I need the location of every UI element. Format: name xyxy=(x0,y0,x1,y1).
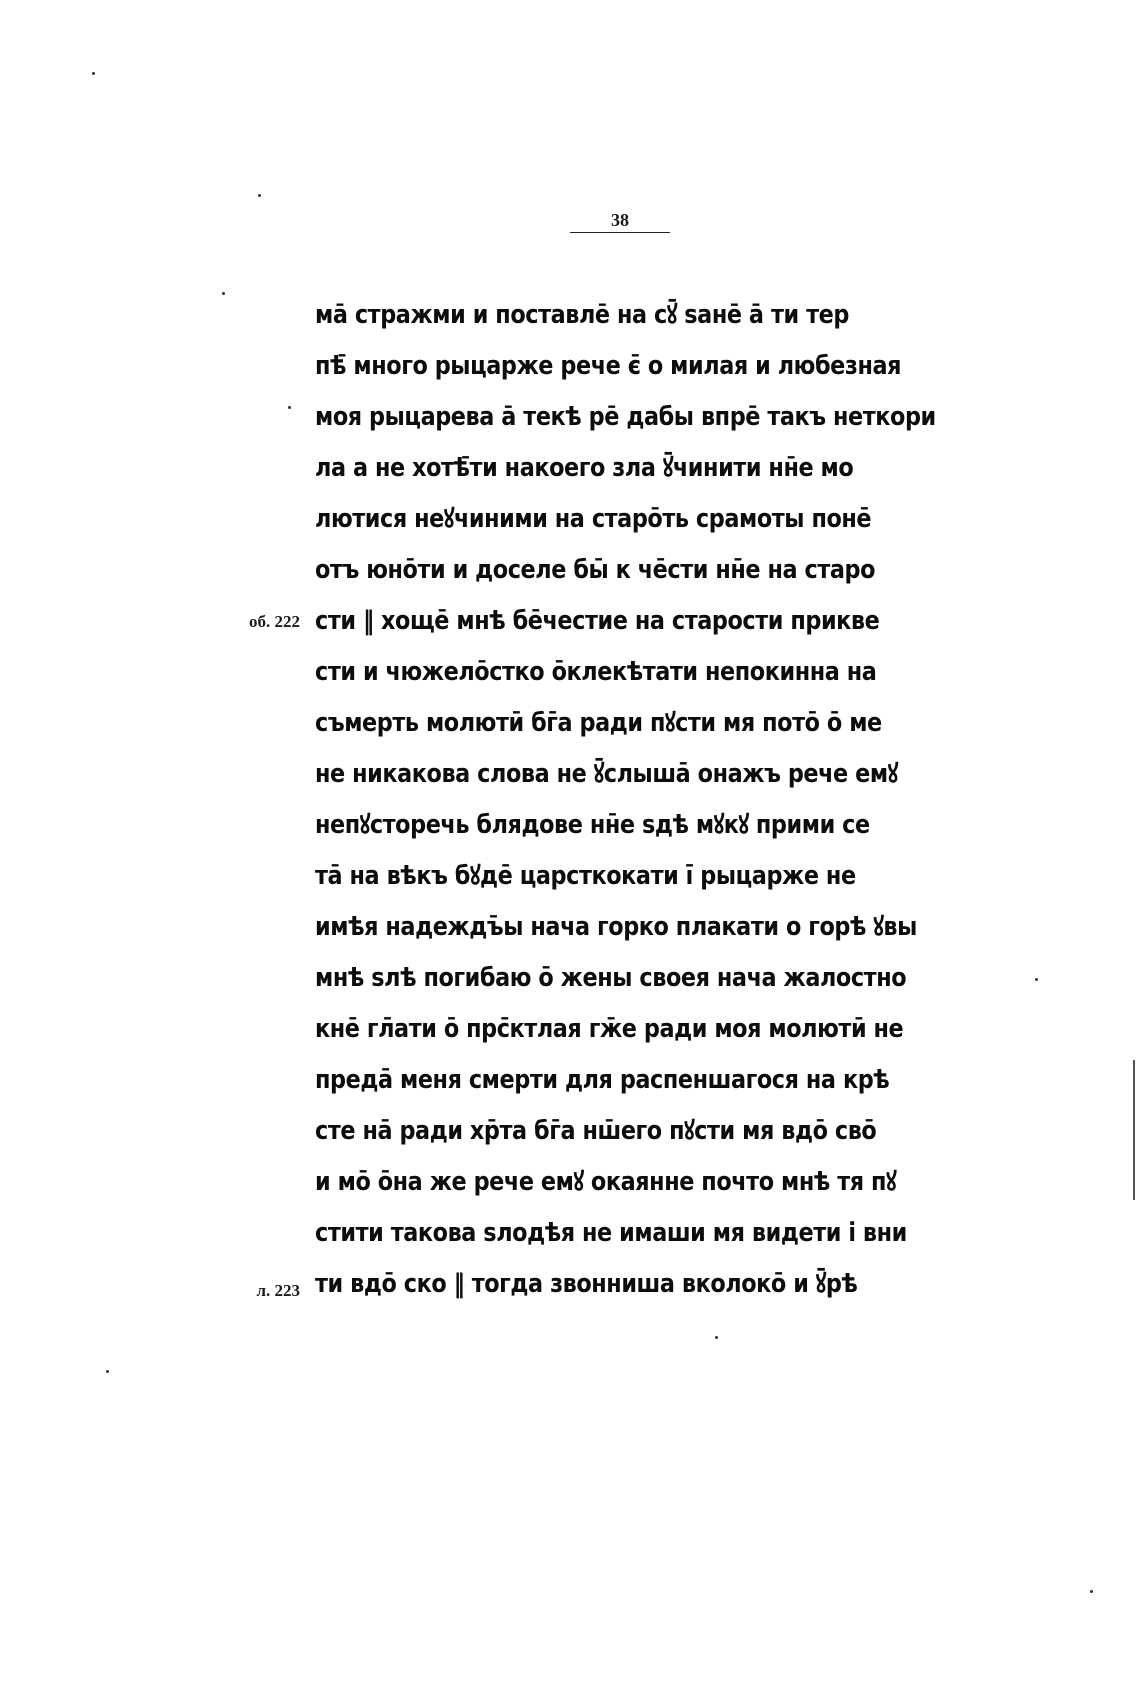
text-line: сте на̄ ради хр̄та бг̄а нш̄его пꙋсти мя вдо̄ сво̄ xyxy=(315,1116,877,1146)
text-line: та̄ на вѣкъ бꙋде̄ царсткокати і̄ рыцарже не xyxy=(315,861,856,891)
text-line: мā стражми и поставлē на сꙋ̄ sанē ā ти тер xyxy=(315,300,849,330)
text-line: стити такова sлодѣя не имаши мя видети і вни xyxy=(315,1218,907,1248)
text-line: ти вдо̄ ско ‖ тогда звонниша вколоко̄ и ꙋ̄рѣ xyxy=(315,1269,858,1299)
scan-speck xyxy=(1035,978,1038,981)
text-line: не никакова слова не ꙋ̄слыша̄ онажъ рече емꙋ xyxy=(315,759,898,789)
text-line: отъ юно̄ти и доселе бы̄ к че̄сти нн̄е на старо xyxy=(315,555,876,585)
scan-speck xyxy=(288,406,291,409)
text-line: моя рыцарева ā текѣ рē дабы впрē такъ неткори xyxy=(315,402,936,432)
page-number: 38 xyxy=(611,210,629,230)
text-line: съмерть молютӣ бг̄а ради пꙋсти мя пото̄ о̄ ме xyxy=(315,708,882,738)
scan-speck xyxy=(106,1370,109,1373)
text-line: пѣ̄ много рыцарже рече є̄ о милая и любезная xyxy=(315,351,902,381)
scan-speck xyxy=(1090,1590,1093,1593)
margin-folio-note: об. 222 xyxy=(249,612,300,631)
scan-speck xyxy=(222,292,225,295)
text-block xyxy=(315,290,935,1310)
margin-folio-note: л. 223 xyxy=(256,1281,300,1300)
scan-speck xyxy=(715,1336,718,1339)
text-line: ла а не хотѣ̄ти накоего зла ꙋ̄чинити нн̄е мо xyxy=(315,453,854,483)
text-line: сти и чюжело̄стко о̄клекѣтати непокинна на xyxy=(315,657,877,687)
text-line: непꙋсторечь блядове нн̄е sдѣ мꙋкꙋ прими се xyxy=(315,810,870,840)
text-line: преда̄ меня смерти для распеншагося на крѣ xyxy=(315,1065,890,1095)
text-line: лютися неꙋчиними на старо̄ть срамоты поне̄ xyxy=(315,504,872,534)
scan-speck xyxy=(258,194,261,197)
text-line: имѣя надеждъ̄ы нача горко плакати о горѣ ꙋвы xyxy=(315,912,917,942)
text-line: и мо̄ о̄на же рече емꙋ окаянне почто мнѣ тя пꙋ xyxy=(315,1167,897,1197)
scan-edge-mark xyxy=(1133,1060,1135,1200)
text-line: мнѣ sлѣ погибаю о̄ жены своея нача жалостно xyxy=(315,963,907,993)
text-line: сти ‖ хоще̄ мнѣ бе̄честие на старости прикве xyxy=(315,606,880,636)
page-number-rule xyxy=(570,232,670,233)
text-line: кне̄ гл̄ати о̄ прс̄ктлая гж̄е ради моя молютӣ не xyxy=(315,1014,904,1044)
scan-speck xyxy=(92,72,95,75)
